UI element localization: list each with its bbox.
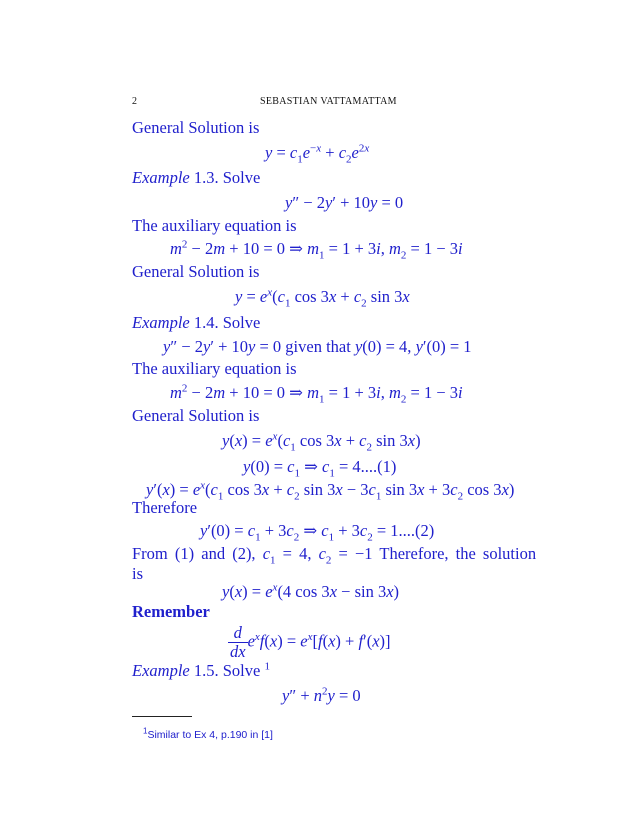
general-solution-label-3: General Solution is	[132, 406, 260, 425]
equation-ode-3: $y'' + n^2y = 0$	[282, 685, 361, 705]
equation-final-solution: $y(x) = e^x(4$ cos 3x − sin 3x)	[222, 581, 400, 601]
general-solution-label-2: General Solution is	[132, 262, 260, 281]
equation-general-solution-3: $y(x) = e^x(c_1$ $\cos 3x + c_2$ sin 3x)	[222, 430, 421, 454]
therefore-label: Therefore	[132, 498, 198, 517]
footnote-text: Similar to Ex 4, p.190 in [1]	[147, 729, 273, 741]
equation-general-solution-1: $y = c_1e^{-x} + c_2e^{2x}$	[265, 142, 370, 166]
equation-initial-2: $y'(0) = c_1 + 3c_2$ ⇒ $c_1 + 3c_2 = 1....(2)$	[200, 521, 435, 544]
equation-ode-1: y″ − 2y′ + 10y = 0	[285, 193, 404, 212]
footnote-ref[interactable]: 1	[264, 660, 270, 673]
equation-general-solution-2: $y = e^x(c_1$ $\cos 3x + c_2$ sin 3x	[235, 286, 410, 310]
equation-ode-2: y″ − 2y′ + 10y = 0 given that y(0) = 4, y′(0) = 1	[163, 337, 472, 356]
equation-auxiliary-1: $m^2 - 2m + 10 = 0$ ⇒ $m_1 = 1 + 3i$, $m_2 = 1 - 3i$	[170, 238, 463, 262]
example-1-5-heading	[132, 660, 270, 680]
given-that-text: given that	[285, 337, 351, 356]
is-label: is	[132, 564, 144, 583]
remember-heading: Remember	[132, 602, 210, 621]
example-label: Example	[132, 313, 190, 332]
example-number: 1.3. Solve	[193, 168, 261, 187]
example-1-4-heading	[132, 315, 260, 332]
footnote-mark: 1	[143, 726, 148, 736]
example-label: Example	[132, 661, 190, 680]
equation-derivative: $y'(x) = e^x(c_1$ $\cos 3x + c_2$ $\sin 3x - 3c_1$ $\sin 3x + 3c_2$ cos 3x)	[146, 479, 515, 503]
example-1-3-heading	[132, 170, 260, 187]
equation-auxiliary-2: $m^2 - 2m + 10 = 0$ ⇒ $m_1 = 1 + 3i$, $m_2 = 1 - 3i$	[170, 382, 463, 406]
footnote-rule	[132, 716, 192, 717]
page-number: 2	[132, 96, 137, 107]
running-title: SEBASTIAN VATTAMATTAM	[260, 96, 397, 107]
general-solution-label-1: General Solution is	[132, 118, 260, 137]
auxiliary-label-2: The auxiliary equation is	[132, 359, 297, 378]
auxiliary-label-1: The auxiliary equation is	[132, 216, 297, 235]
equation-remember: $\frac{d}{dx}$ $e^xf(x) = e^x[f(x) + f'(x)]$	[230, 623, 391, 662]
footnote	[143, 726, 273, 741]
therefore-solution-text: Therefore, the solution	[379, 544, 537, 563]
example-label: Example	[132, 168, 190, 187]
from-text: From (1) and (2),	[132, 544, 256, 563]
from-statement: From (1) and (2), $c_1 = 4$, $c_2 = -1$ Therefore, the solution	[132, 544, 537, 567]
example-number: 1.4. Solve	[193, 313, 261, 332]
example-number: 1.5. Solve	[193, 661, 261, 680]
equation-initial-1: $y(0) = c_1$ ⇒ $c_1 = 4....(1)$	[243, 457, 397, 480]
